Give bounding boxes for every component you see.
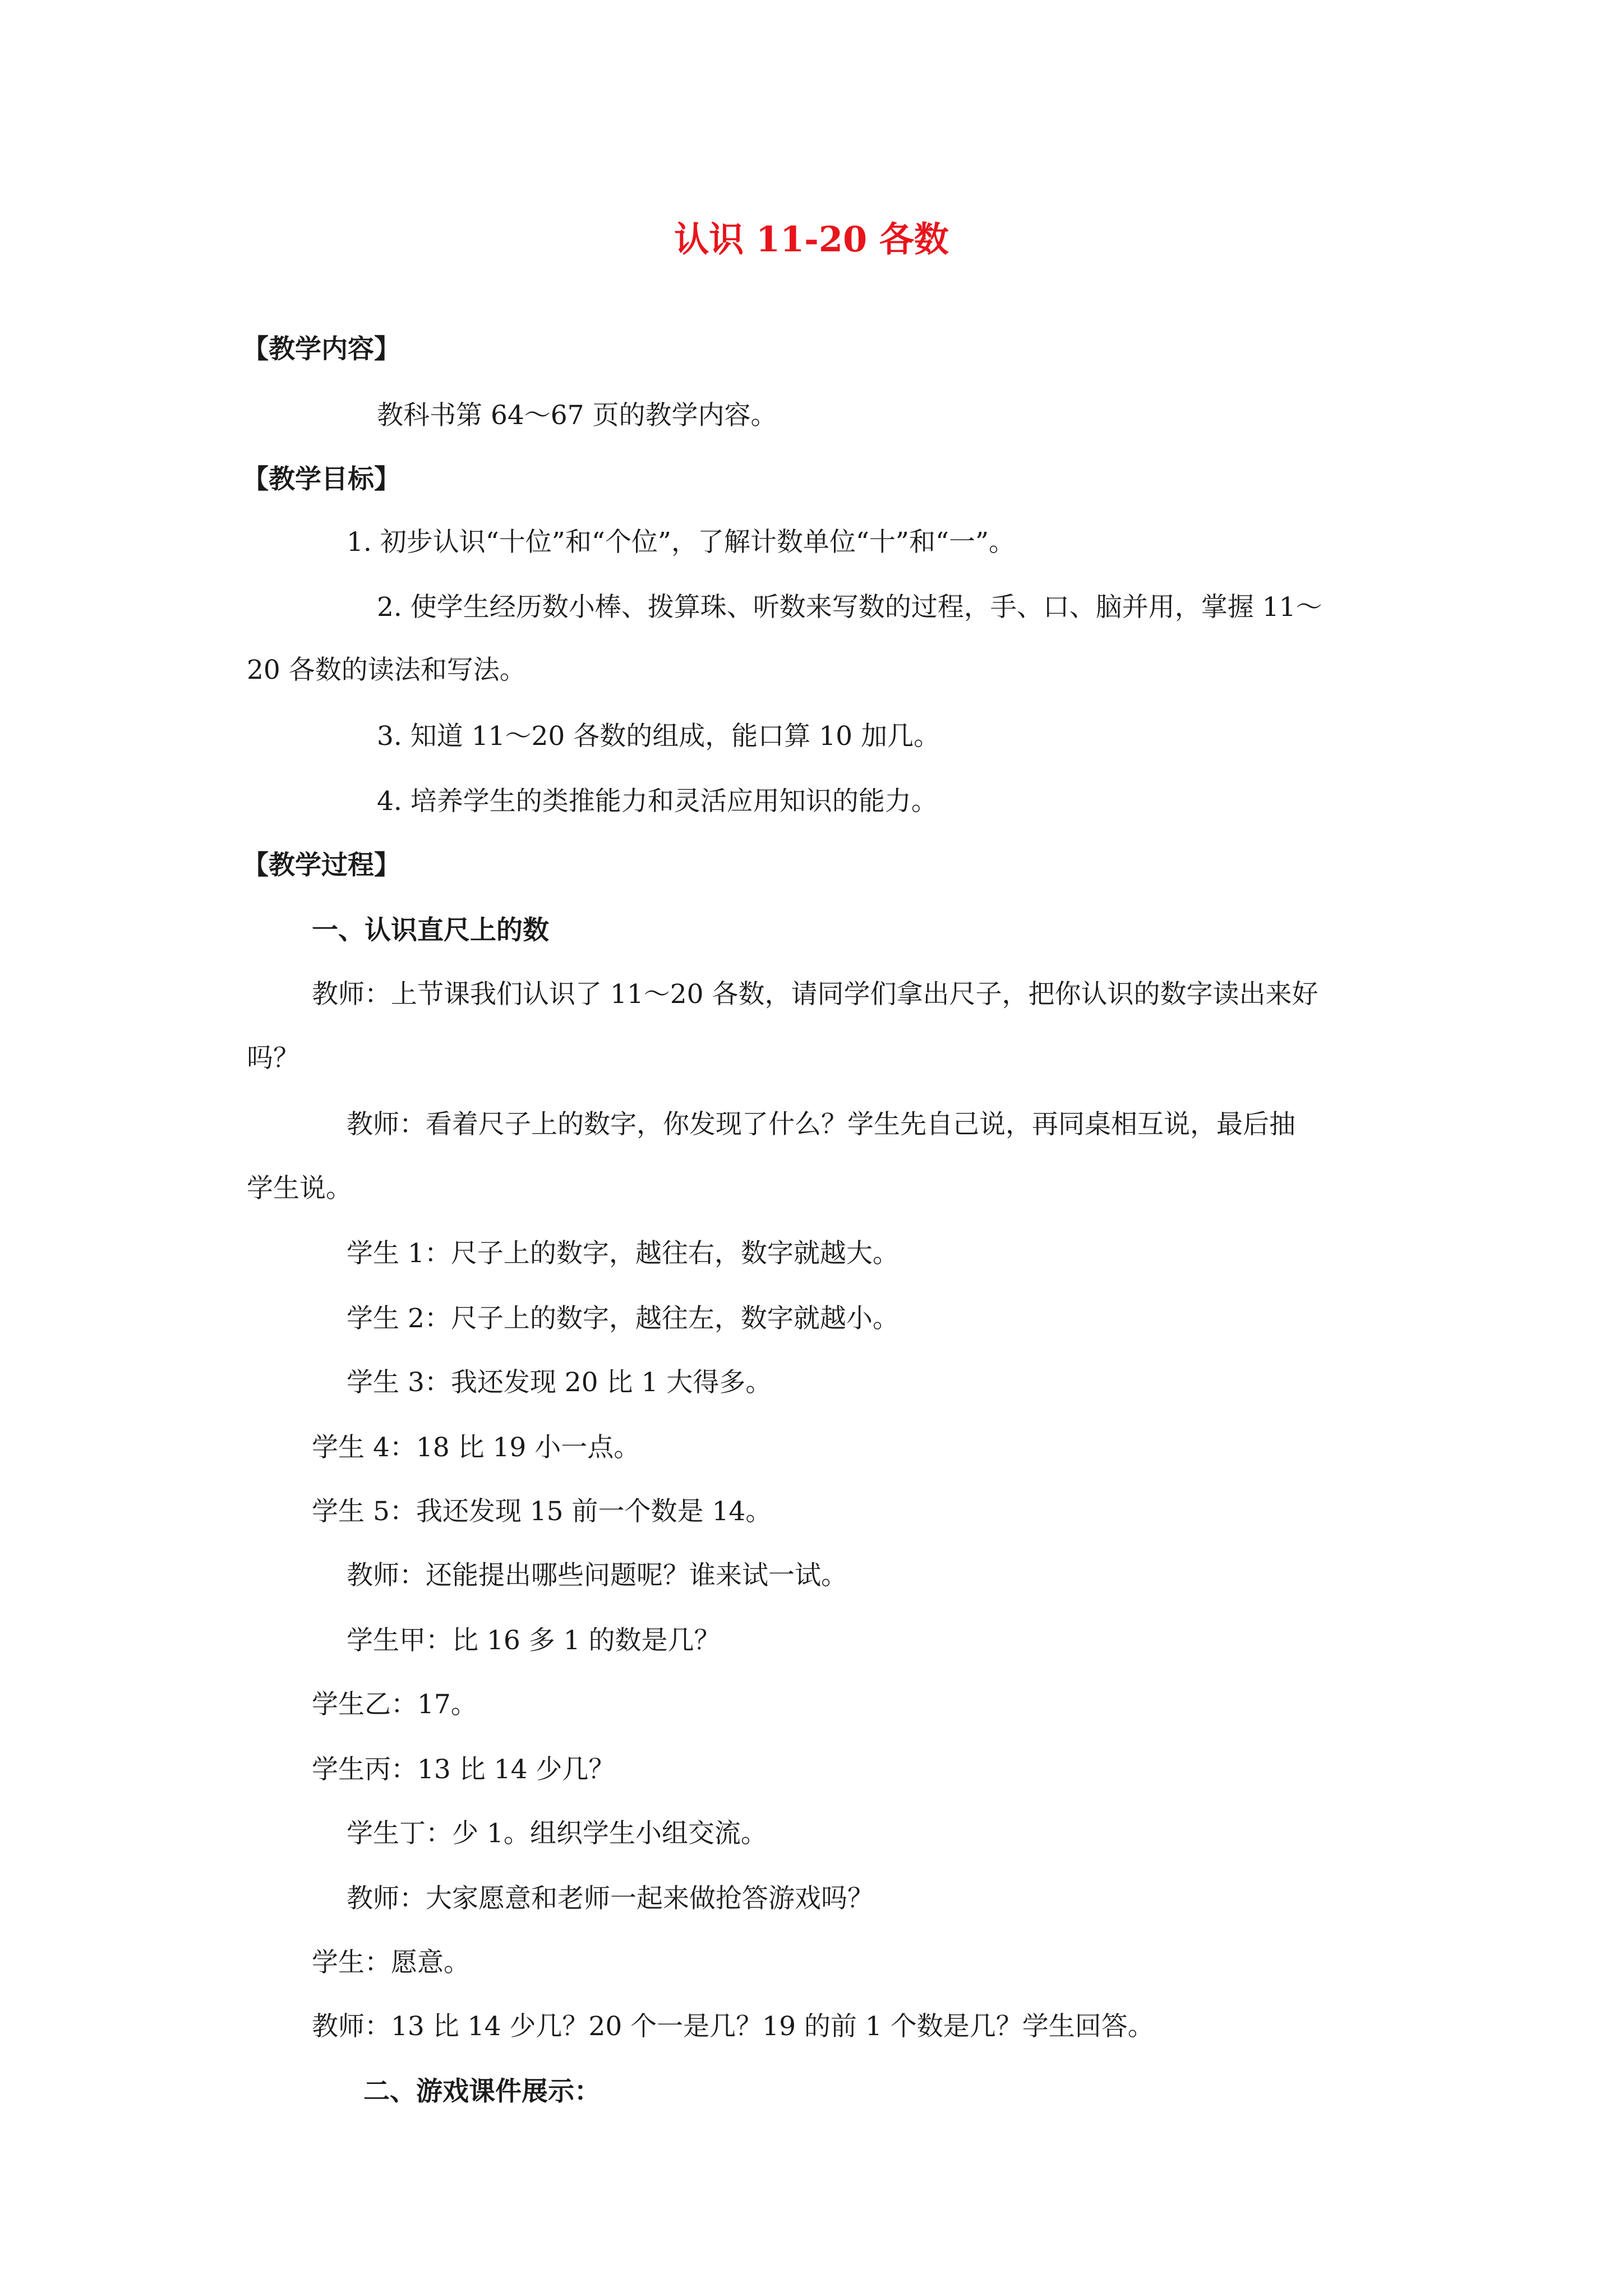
list-item: 4. 培养学生的类推能力和灵活应用知识的能力。 <box>377 786 938 817</box>
dialogue-line: 学生丙：13 比 14 少几？ <box>312 1754 615 1785</box>
list-item-continuation: 20 各数的读法和写法。 <box>247 655 526 685</box>
dialogue-line: 学生乙：17。 <box>312 1689 477 1720</box>
dialogue-line: 教师：13 比 14 少几？20 个一是几？19 的前 1 个数是几？学生回答。 <box>312 2011 1154 2042</box>
section-heading-objectives: 【教学目标】 <box>242 464 400 495</box>
subsection-heading: 二、游戏课件展示： <box>363 2076 601 2107</box>
dialogue-line: 教师：还能提出哪些问题呢？谁来试一试。 <box>347 1560 847 1591</box>
paragraph: 教师：上节课我们认识了 11～20 各数，请同学们拿出尺子，把你认识的数字读出来好 <box>312 979 1318 1010</box>
dialogue-line: 学生 5：我还发现 15 前一个数是 14。 <box>312 1496 772 1527</box>
section-heading-content: 【教学内容】 <box>242 334 400 365</box>
list-item: 3. 知道 11～20 各数的组成，能口算 10 加几。 <box>377 721 940 752</box>
dialogue-line: 学生 2：尺子上的数字，越往左，数字就越小。 <box>347 1303 899 1334</box>
dialogue-line: 学生：愿意。 <box>312 1947 470 1978</box>
dialogue-line: 学生甲：比 16 多 1 的数是几？ <box>347 1625 721 1656</box>
list-item: 2. 使学生经历数小棒、拨算珠、听数来写数的过程，手、口、脑并用，掌握 11～ <box>377 592 1322 623</box>
paragraph-continuation: 学生说。 <box>247 1173 352 1204</box>
dialogue-line: 学生丁：少 1。组织学生小组交流。 <box>347 1818 767 1849</box>
section-heading-process: 【教学过程】 <box>242 850 400 881</box>
list-item: 1. 初步认识“十位”和“个位”，了解计数单位“十”和“一”。 <box>347 527 1016 558</box>
paragraph: 教科书第 64～67 页的教学内容。 <box>377 400 777 431</box>
dialogue-line: 学生 1：尺子上的数字，越往右，数字就越大。 <box>347 1238 899 1269</box>
dialogue-line: 教师：大家愿意和老师一起来做抢答游戏吗？ <box>347 1883 874 1914</box>
subsection-heading: 一、认识直尺上的数 <box>312 915 549 946</box>
dialogue-line: 学生 4：18 比 19 小一点。 <box>312 1432 640 1463</box>
paragraph: 教师：看着尺子上的数字，你发现了什么？学生先自己说，再同桌相互说，最后抽 <box>347 1109 1295 1140</box>
document-title: 认识 11-20 各数 <box>674 219 949 260</box>
dialogue-line: 学生 3：我还发现 20 比 1 大得多。 <box>347 1367 772 1398</box>
paragraph-continuation: 吗？ <box>247 1043 299 1074</box>
